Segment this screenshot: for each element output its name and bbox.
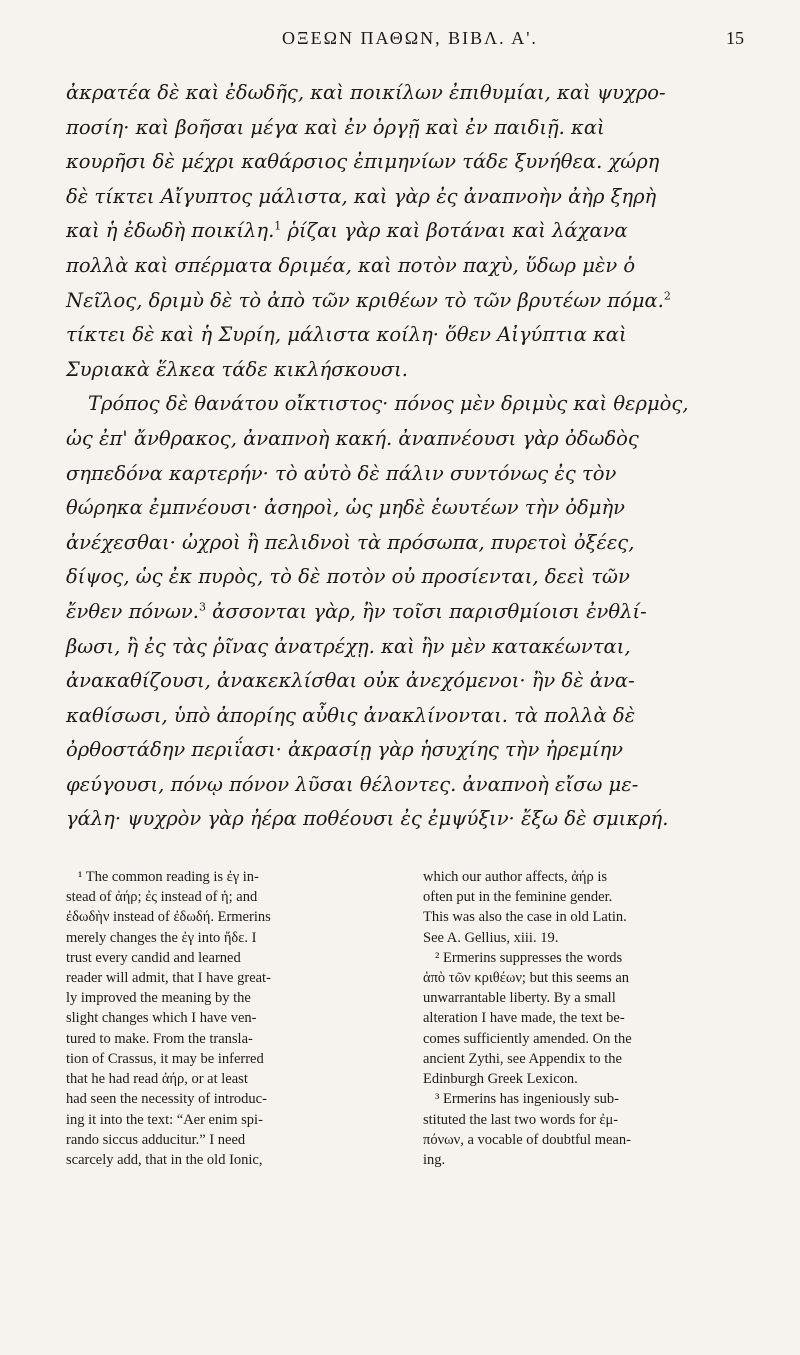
footnote-line: comes sufficiently amended. On the	[423, 1030, 632, 1047]
text-line: ὡς ἐπ' ἄνθρακος, ἀναπνοὴ κακή. ἀναπνέουσι γὰρ ὀδωδὸς	[66, 426, 639, 450]
running-head: ΟΞΕΩΝ ΠΑΘΩΝ, ΒΙΒΛ. Α'.	[282, 28, 538, 48]
footnote-line: This was also the case in old Latin.	[423, 909, 627, 926]
footnote-line: often put in the feminine gender.	[423, 889, 613, 906]
footnotes	[66, 867, 754, 1170]
footnote-line: ἐδωδὴν instead of ἐδωδή. Ermerins	[66, 909, 271, 926]
footnote-line: which our author affects, ἀήρ is	[423, 869, 608, 886]
text-line: πολλὰ καὶ σπέρματα δριμέα, καὶ ποτὸν παχὺ, ὕδωρ μὲν ὁ	[66, 253, 636, 277]
footnote-ref-1[interactable]: 1	[274, 219, 282, 233]
footnote-line: reader will admit, that I have great-	[66, 970, 271, 987]
text-line: Τρόπος δὲ θανάτου οἴκτιστος· πόνος μὲν δριμὺς καὶ θερμὸς,	[88, 392, 689, 416]
text-line: Συριακὰ ἕλκεα τάδε κικλήσκουσι.	[66, 357, 408, 381]
footnote-line: tion of Crassus, it may be inferred	[66, 1050, 264, 1067]
text-line: καθίσωσι, ὑπὸ ἀπορίης αὖθις ἀνακλίνονται. τὰ πολλὰ δὲ	[66, 703, 636, 727]
footnote-line: stituted the last two words for ἐμ-	[423, 1111, 619, 1128]
footnote-line: had seen the necessity of introduc-	[66, 1091, 267, 1108]
paragraph-1	[66, 76, 754, 387]
text-line: φεύγουσι, πόνῳ πόνον λῦσαι θέλοντες. ἀναπνοὴ εἴσω με-	[66, 772, 639, 796]
footnote-line: alteration I have made, the text be-	[423, 1010, 625, 1027]
footnote-line: πόνων, a vocable of doubtful mean-	[423, 1131, 631, 1148]
text-line: ἔνθεν πόνων.	[66, 599, 199, 623]
page-header	[66, 28, 754, 76]
text-line: σηπεδόνα καρτερήν· τὸ αὐτὸ δὲ πάλιν συντόνως ἐς τὸν	[66, 461, 617, 485]
text-line: γάλη· ψυχρὸν γὰρ ἠέρα ποθέουσι ἐς ἐμψύξιν· ἔξω δὲ σμικρή.	[66, 807, 669, 831]
text-line: Νεῖλος, δριμὺ δὲ τὸ ἀπὸ τῶν κριθέων τὸ τῶν βρυτέων πόμα.	[66, 288, 664, 312]
text-line: κουρῆσι δὲ μέχρι καθάρσιος ἐπιμηνίων τάδε ξυνήθεα. χώρη	[66, 150, 660, 174]
footnote-ref-3[interactable]: 3	[198, 600, 206, 614]
footnotes-right-column	[423, 867, 754, 1170]
footnote-line: ancient Zythi, see Appendix to the	[423, 1050, 622, 1067]
text-line: δίψος, ὡς ἐκ πυρὸς, τὸ δὲ ποτὸν οὐ προσίενται, δεεὶ τῶν	[66, 565, 630, 589]
footnotes-left-column	[66, 867, 397, 1170]
footnote-line: ³ Ermerins has ingeniously sub-	[435, 1091, 619, 1108]
text-line: ἀνέχεσθαι· ὠχροὶ ἢ πελιδνοὶ τὰ πρόσωπα, πυρετοὶ ὀξέες,	[66, 530, 635, 554]
page-number: 15	[726, 28, 744, 48]
greek-text-body	[66, 76, 754, 837]
footnote-3	[423, 1089, 754, 1170]
footnote-line: Edinburgh Greek Lexicon.	[423, 1071, 578, 1088]
footnote-line: rando siccus adducitur.” I need	[66, 1131, 246, 1148]
footnote-line: stead of ἀήρ; ἐς instead of ἡ; and	[66, 889, 258, 906]
footnote-line: ly improved the meaning by the	[66, 990, 251, 1007]
footnote-line: ἀπὸ τῶν κριθέων; but this seems an	[423, 970, 630, 987]
text-line: τίκτει δὲ καὶ ἡ Συρίη, μάλιστα κοίλη· ὅθεν Αἰγύπτια καὶ	[66, 323, 627, 347]
text-line: ποσίη· καὶ βοῆσαι μέγα καὶ ἐν ὀργῇ καὶ ἐν παιδιῇ. καὶ	[66, 115, 605, 139]
paragraph-2	[66, 387, 754, 837]
text-line: θώρηκα ἐμπνέουσι· ἀσηροὶ, ὡς μηδὲ ἑωυτέων τὴν ὀδμὴν	[66, 496, 625, 520]
text-line: ἀσσονται γὰρ, ἢν τοῖσι παρισθμίοισι ἐνθλί-	[205, 599, 647, 623]
footnote-line: See A. Gellius, xiii. 19.	[423, 929, 559, 946]
footnote-line: ¹ The common reading is ἐγ in-	[78, 869, 259, 886]
footnote-line: that he had read ἀήρ, or at least	[66, 1071, 248, 1088]
footnote-line: unwarrantable liberty. By a small	[423, 990, 616, 1007]
footnote-ref-2[interactable]: 2	[663, 289, 671, 303]
footnote-line: scarcely add, that in the old Ionic,	[66, 1151, 263, 1168]
text-line: ῥίζαι γὰρ καὶ βοτάναι καὶ λάχανα	[281, 219, 628, 243]
text-line: ἀκρατέα δὲ καὶ ἐδωδῆς, καὶ ποικίλων ἐπιθυμίαι, καὶ ψυχρο-	[66, 81, 666, 104]
text-line: δὲ τίκτει Αἴγυπτος μάλιστα, καὶ γὰρ ἐς ἀναπνοὴν ἀὴρ ξηρὴ	[66, 184, 657, 208]
text-line: βωσι, ἢ ἐς τὰς ῥῖνας ἀνατρέχῃ. καὶ ἢν μὲν κατακέωνται,	[66, 634, 631, 658]
text-line: καὶ ἡ ἐδωδὴ ποικίλη.	[66, 219, 275, 243]
footnote-1	[66, 867, 397, 1170]
footnote-line: merely changes the ἐγ into ἤδε. I	[66, 929, 257, 946]
footnote-line: trust every candid and learned	[66, 949, 241, 966]
footnote-line: ing it into the text: “Aer enim spi-	[66, 1111, 263, 1128]
footnote-1-continued	[423, 867, 754, 948]
text-line: ἀνακαθίζουσι, ἀνακεκλίσθαι οὐκ ἀνεχόμενοι· ἢν δὲ ἀνα-	[66, 669, 635, 693]
footnote-line: slight changes which I have ven-	[66, 1010, 257, 1027]
footnote-line: ² Ermerins suppresses the words	[435, 949, 623, 966]
footnote-line: ing.	[423, 1151, 446, 1168]
footnote-line: tured to make. From the transla-	[66, 1030, 253, 1047]
text-line: ὀρθοστάδην περιΐασι· ἀκρασίῃ γὰρ ἡσυχίης τὴν ἠρεμίην	[66, 738, 623, 762]
footnote-2	[423, 948, 754, 1089]
